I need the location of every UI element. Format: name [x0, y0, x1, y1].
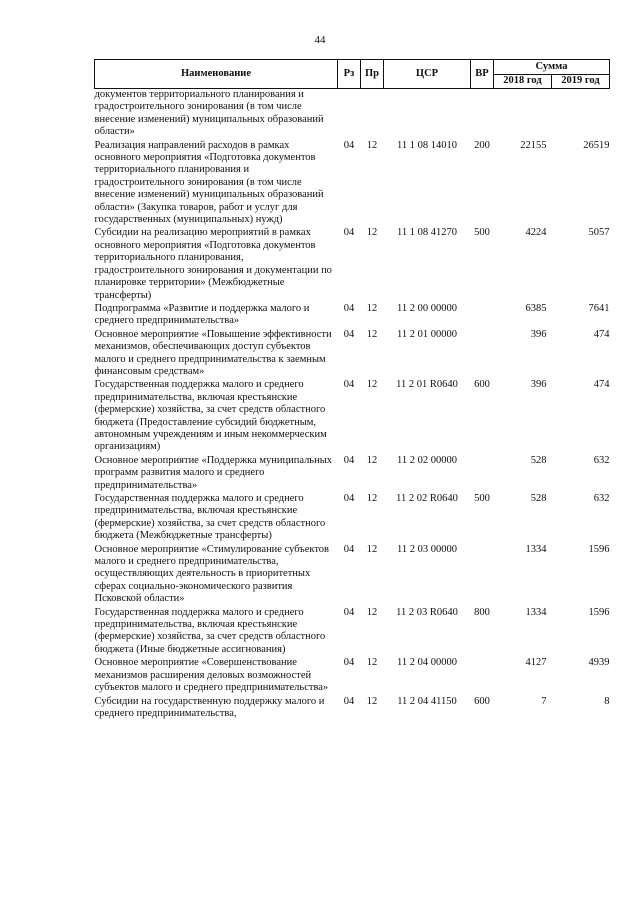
row-vr	[471, 455, 494, 493]
table-row	[95, 303, 610, 329]
table-header	[95, 60, 610, 89]
row-name: Государственная поддержка малого и среднего предпринимательства, включая крестьянские (фермерские) хозяйства, за счет средств областного бюджета (Иные бюджетные ассигнования)	[94, 606, 326, 655]
row-name: Основное мероприятие «Поддержка муниципальных программ развития малого и среднего предпринимательства»	[94, 454, 333, 491]
row-pr: 12	[366, 302, 378, 314]
header-year-2018: 2018 год	[494, 74, 552, 89]
row-csr: 11 2 04 00000	[397, 657, 457, 669]
row-csr: 11 1 08 14010	[397, 139, 457, 151]
header-sum: Сумма	[494, 60, 610, 75]
table-row	[95, 329, 610, 380]
row-vr: 500	[474, 227, 490, 239]
table-row	[95, 89, 610, 140]
row-vr: 200	[474, 139, 490, 151]
row-rz: 04	[343, 543, 355, 555]
row-amount-2018: 6385	[525, 302, 547, 314]
row-csr: 11 2 03 R0640	[396, 606, 458, 618]
row-vr	[471, 329, 494, 380]
row-pr	[361, 89, 384, 140]
table-row	[95, 544, 610, 607]
table-row	[95, 379, 610, 454]
row-vr	[471, 657, 494, 695]
row-pr: 12	[366, 543, 378, 555]
row-amount-2019: 7641	[588, 302, 610, 314]
row-csr: 11 2 01 R0640	[396, 379, 458, 391]
row-name: Субсидии на реализацию мероприятий в рамках основного мероприятия «Подготовка документов территориального планирования, градостроительного зонирования и документации по планировке территории» (Межбюджетные трансферты)	[94, 227, 332, 301]
row-rz: 04	[343, 695, 355, 707]
row-amount-2019: 632	[593, 454, 610, 466]
row-csr: 11 2 00 00000	[397, 302, 457, 314]
row-name: Подпрограмма «Развитие и поддержка малого и среднего предпринимательства»	[94, 302, 310, 327]
row-name: Субсидии на государственную поддержку малого и среднего предпринимательства,	[94, 695, 325, 719]
row-rz: 04	[343, 302, 355, 314]
table-body	[95, 89, 610, 722]
row-pr: 12	[366, 454, 378, 466]
row-vr	[471, 303, 494, 329]
header-csr: ЦСР	[384, 60, 471, 89]
row-amount-2018: 7	[541, 695, 547, 707]
row-rz: 04	[343, 379, 355, 391]
budget-table	[94, 59, 610, 721]
row-name: Основное мероприятие «Стимулирование субъектов малого и среднего предпринимательства, осуществляющих деятельность в приоритетных сферах социально-экономического развития Псковской области»	[94, 543, 330, 605]
row-pr: 12	[366, 695, 378, 707]
table-row	[95, 455, 610, 493]
row-rz: 04	[343, 227, 355, 239]
row-amount-2019: 474	[593, 379, 610, 391]
row-amount-2018: 4224	[525, 227, 547, 239]
header-year-2019: 2019 год	[552, 74, 610, 89]
row-vr: 600	[474, 379, 490, 391]
row-amount-2018: 1334	[525, 543, 547, 555]
row-rz: 04	[343, 657, 355, 669]
row-rz: 04	[343, 139, 355, 151]
row-name: Основное мероприятие «Совершенствование механизмов расширения деловых возможностей субъектов малого и среднего предпринимательства»	[94, 657, 329, 694]
row-amount-2018: 4127	[525, 657, 547, 669]
row-vr	[471, 544, 494, 607]
row-pr: 12	[366, 227, 378, 239]
row-pr: 12	[366, 379, 378, 391]
row-csr: 11 2 03 00000	[397, 543, 457, 555]
row-pr: 12	[366, 657, 378, 669]
row-name: Основное мероприятие «Повышение эффективности механизмов, обеспечивающих доступ субъектов малого и среднего предпринимательства к заемным финансовым средствам»	[94, 328, 332, 377]
row-amount-2018: 22155	[520, 139, 547, 151]
row-amount-2018: 396	[530, 379, 547, 391]
table-row	[95, 696, 610, 722]
header-rz: Рз	[338, 60, 361, 89]
row-amount-2018: 528	[530, 454, 547, 466]
row-amount-2019: 5057	[588, 227, 610, 239]
row-rz: 04	[343, 606, 355, 618]
row-rz: 04	[343, 328, 355, 340]
row-csr: 11 2 02 R0640	[396, 493, 458, 504]
table-row	[95, 607, 610, 658]
row-name: документов территориального планирования и градостроительного зонирования (в том числе внесение изменений) муниципальных образований области»	[94, 89, 324, 138]
page-number: 44	[314, 34, 326, 46]
table-row	[95, 140, 610, 228]
row-csr: 11 1 08 41270	[397, 227, 457, 239]
row-amount-2019: 8	[604, 695, 610, 707]
row-amount-2019: 474	[593, 328, 610, 340]
row-rz	[338, 89, 361, 140]
row-amount-2018	[494, 89, 552, 140]
row-csr: 11 2 02 00000	[397, 454, 457, 466]
row-amount-2018: 396	[530, 328, 547, 340]
row-amount-2019: 1596	[588, 543, 610, 555]
row-name: Государственная поддержка малого и среднего предпринимательства, включая крестьянские (фермерские) хозяйства, за счет средств областного бюджета (Предоставление субсидий бюджетным, автономным учреждениям и иным некоммерческим организациям)	[94, 379, 327, 453]
row-pr: 12	[366, 139, 378, 151]
row-vr: 800	[474, 606, 490, 618]
row-pr: 12	[366, 606, 378, 618]
row-amount-2019	[552, 89, 610, 140]
row-pr: 12	[366, 328, 378, 340]
row-vr: 600	[474, 695, 490, 707]
row-pr: 12	[366, 493, 378, 504]
row-amount-2019: 1596	[588, 606, 610, 618]
row-name: Реализация направлений расходов в рамках основного мероприятия «Подготовка документов территориального планирования и градостроительного зонирования (в том числе внесение изменений) муниципальных образований области» (Закупка товаров, работ и услуг для государственных (муниципальных) нужд)	[94, 139, 324, 226]
header-pr: Пр	[361, 60, 384, 89]
row-csr: 11 2 01 00000	[397, 328, 457, 340]
row-rz: 04	[343, 493, 355, 504]
header-vr: ВР	[471, 60, 494, 89]
row-amount-2019: 26519	[583, 139, 610, 151]
row-amount-2018: 528	[530, 493, 547, 504]
row-amount-2018: 1334	[525, 606, 547, 618]
row-amount-2019: 632	[593, 493, 610, 504]
row-name: Государственная поддержка малого и среднего предпринимательства, включая крестьянские (фермерские) хозяйства, за счет средств областного бюджета (Межбюджетные трансферты)	[94, 493, 326, 542]
table-row	[95, 493, 610, 544]
header-name: Наименование	[95, 60, 338, 89]
table-row	[95, 657, 610, 695]
row-vr: 500	[474, 493, 490, 504]
row-rz: 04	[343, 454, 355, 466]
table-row	[95, 227, 610, 302]
row-amount-2019: 4939	[588, 657, 610, 669]
row-csr	[384, 89, 471, 140]
row-csr: 11 2 04 41150	[397, 695, 457, 707]
row-vr	[471, 89, 494, 140]
